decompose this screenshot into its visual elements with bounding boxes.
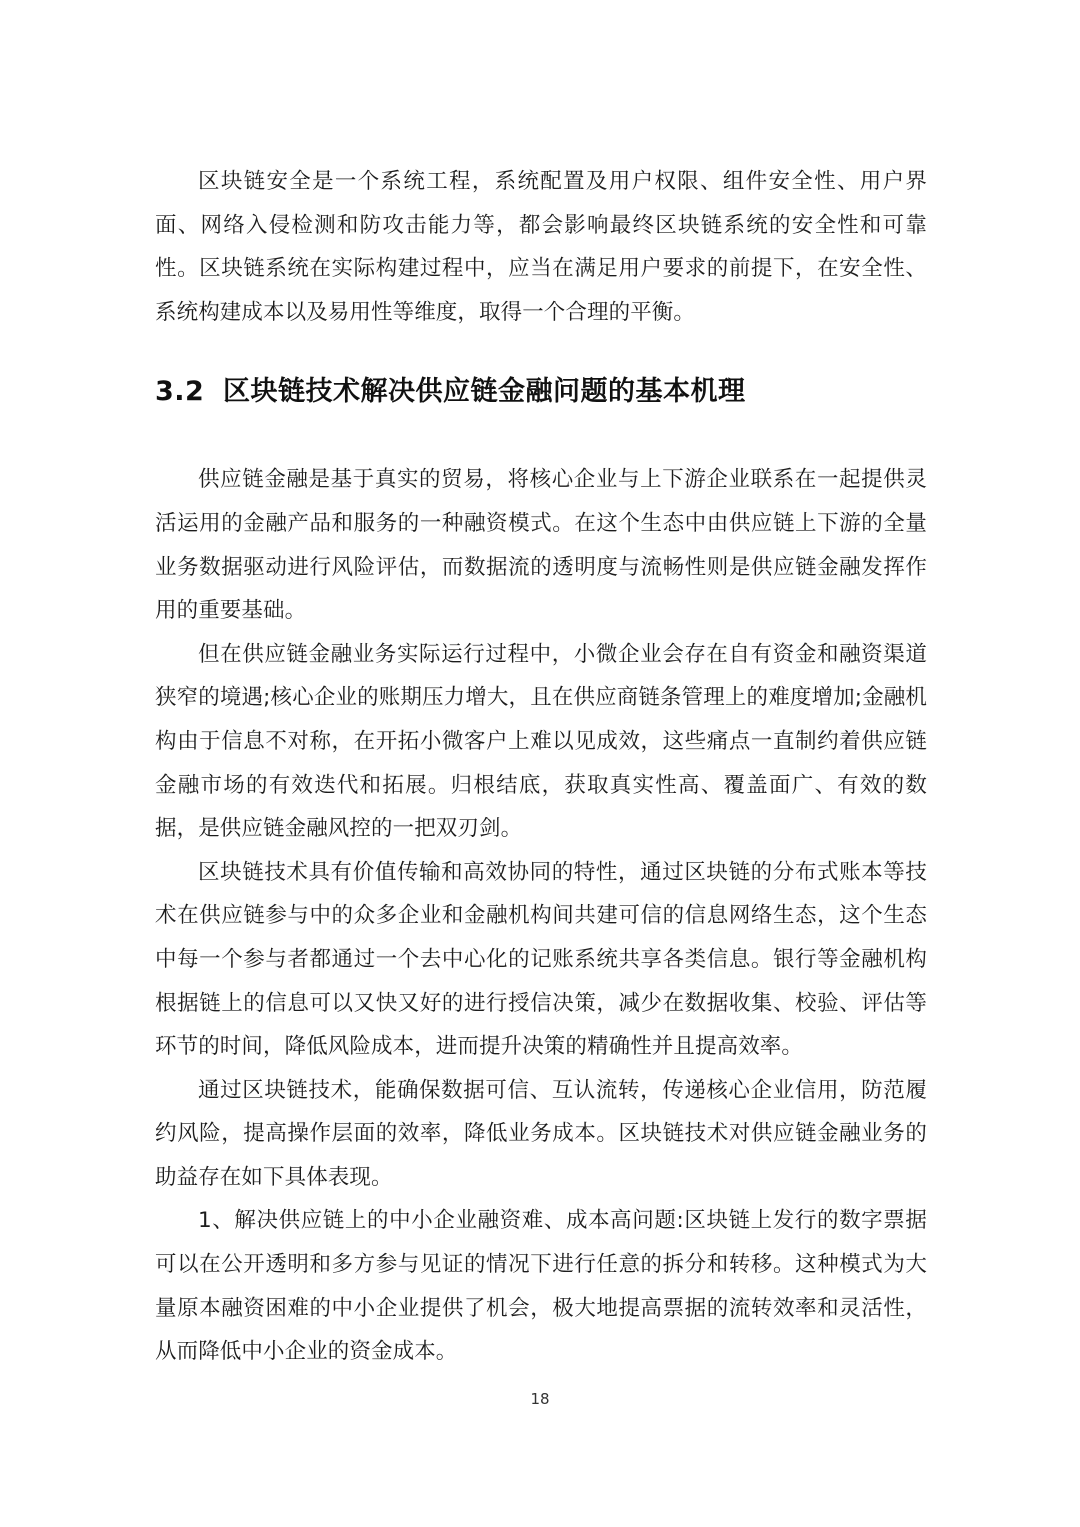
section-heading bbox=[155, 372, 927, 412]
body-paragraph: 1、解决供应链上的中小企业融资难、成本高问题:区块链上发行的数字票据可以在公开透明和多方参与见证的情况下进行任意的拆分和转移。这种模式为大量原本融资困难的中小企业提供了机会，极大地提高票据的流转效率和灵活性，从而降低中小企业的资金成本。 bbox=[155, 1208, 927, 1365]
page-number: 18 bbox=[530, 1390, 550, 1408]
body-paragraph: 但在供应链金融业务实际运行过程中，小微企业会存在自有资金和融资渠道狭窄的境遇;核心企业的账期压力增大，且在供应商链条管理上的难度增加;金融机构由于信息不对称，在开拓小微客户上难以见成效，这些痛点一直制约着供应链金融市场的有效迭代和拓展。归根结底，获取真实性高、覆盖面广、有效的数据，是供应链金融风控的一把双刃剑。 bbox=[155, 641, 927, 842]
body-paragraph: 区块链技术具有价值传输和高效协同的特性，通过区块链的分布式账本等技术在供应链参与中的众多企业和金融机构间共建可信的信息网络生态，这个生态中每一个参与者都通过一个去中心化的记账系统共享各类信息。银行等金融机构根据链上的信息可以又快又好的进行授信决策，减少在数据收集、校验、评估等环节的时间，降低风险成本，进而提升决策的精确性并且提高效率。 bbox=[155, 859, 927, 1060]
page-body bbox=[155, 160, 927, 1374]
section-number: 3.2 bbox=[155, 376, 205, 408]
intro-paragraph: 区块链安全是一个系统工程，系统配置及用户权限、组件安全性、用户界面、网络入侵检测和防攻击能力等，都会影响最终区块链系统的安全性和可靠性。区块链系统在实际构建过程中，应当在满足用户要求的前提下，在安全性、系统构建成本以及易用性等维度，取得一个合理的平衡。 bbox=[155, 169, 927, 325]
section-title: 区块链技术解决供应链金融问题的基本机理 bbox=[223, 376, 746, 408]
body-paragraph: 通过区块链技术，能确保数据可信、互认流转，传递核心企业信用，防范履约风险，提高操作层面的效率，降低业务成本。区块链技术对供应链金融业务的助益存在如下具体表现。 bbox=[155, 1077, 927, 1190]
body-paragraph: 供应链金融是基于真实的贸易，将核心企业与上下游企业联系在一起提供灵活运用的金融产品和服务的一种融资模式。在这个生态中由供应链上下游的全量业务数据驱动进行风险评估，而数据流的透明度与流畅性则是供应链金融发挥作用的重要基础。 bbox=[155, 467, 927, 624]
